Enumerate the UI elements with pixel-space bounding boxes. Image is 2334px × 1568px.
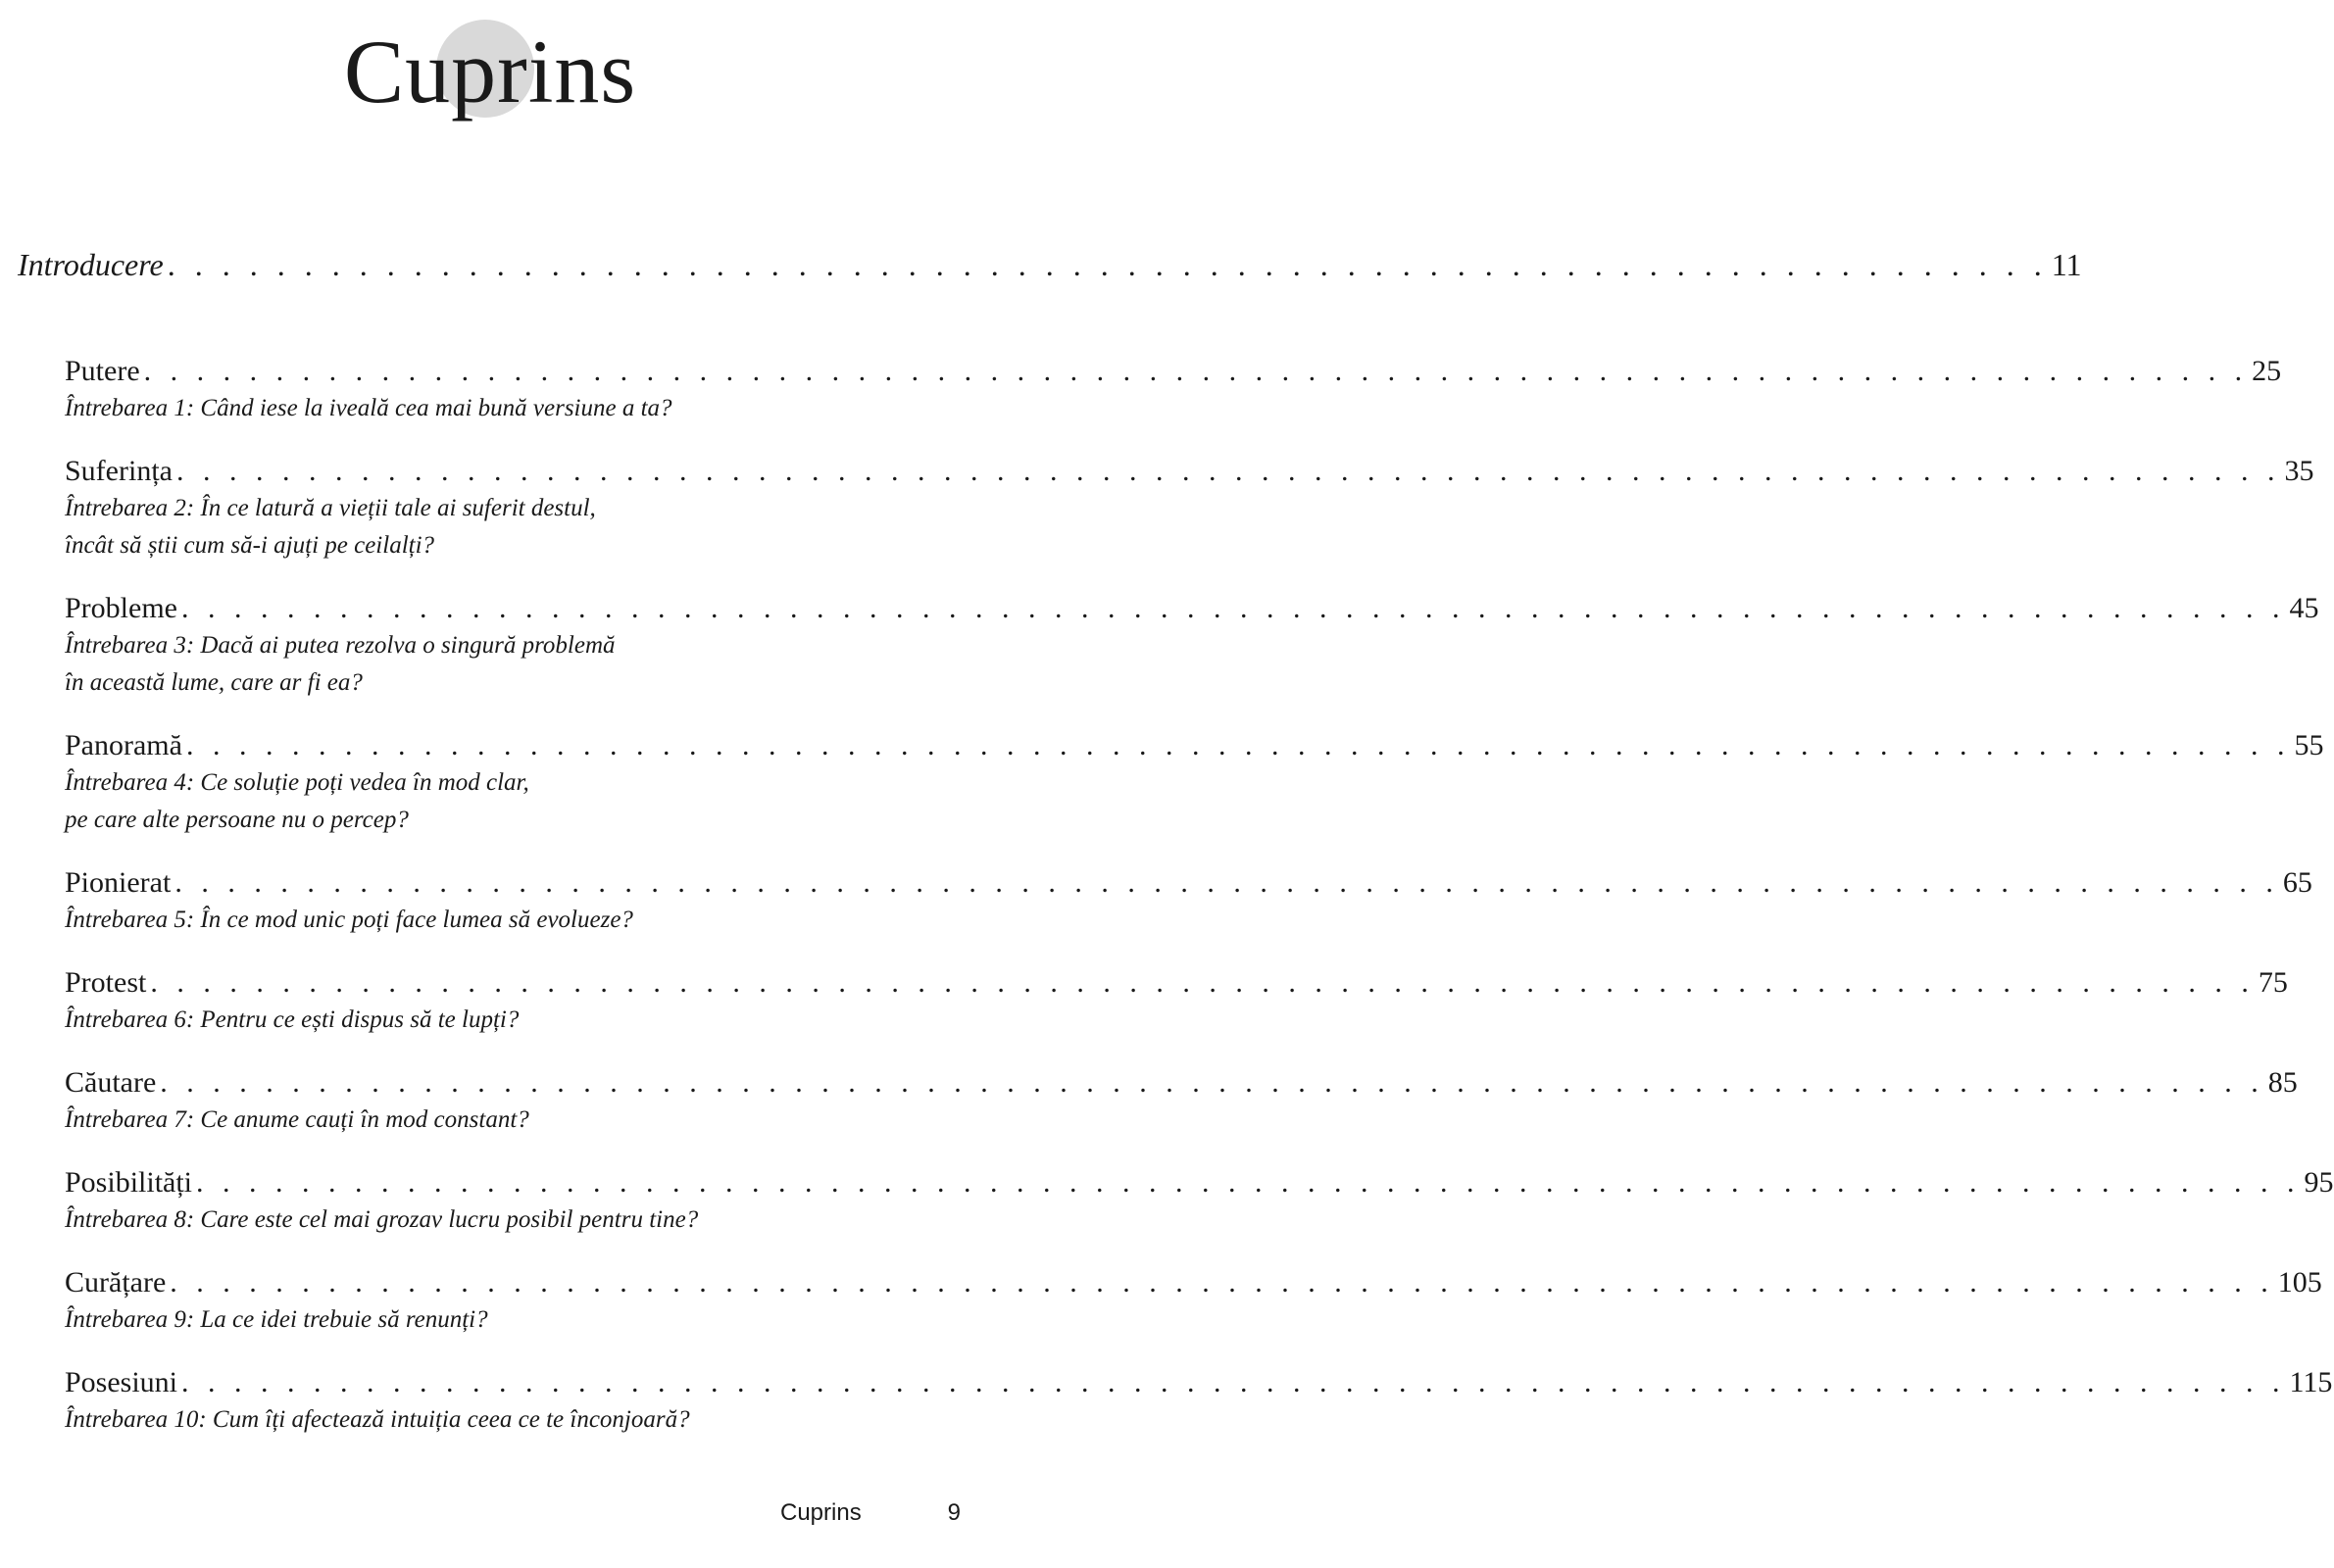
toc-entry-row <box>65 727 2324 764</box>
dot-leader: . . . . . . . . . . . . . . . . . . . . . . . . . . . . . . . . . . . . . . . . . . . . . . . . . . . . . . . . . . . . . . . . . . . . . . . . . . . . . . . . <box>143 355 2249 387</box>
toc-entry[interactable] <box>65 1164 2334 1239</box>
dot-leader: . . . . . . . . . . . . . . . . . . . . . . . . . . . . . . . . . . . . . . . . . . . . . . . . . . . . . . . . . . . . . . . . . . . . . <box>167 247 2048 282</box>
toc-entry-question: Întrebarea 2: În ce latură a vieții tale ai suferit destul, <box>65 495 596 521</box>
toc-entry-row <box>65 353 2282 390</box>
toc-entry-question: Întrebarea 9: La ce idei trebuie să renunți? <box>65 1306 488 1333</box>
dot-leader: . . . . . . . . . . . . . . . . . . . . . . . . . . . . . . . . . . . . . . . . . . . . . . . . . . . . . . . . . . . . . . . . . . . . . . . . . . . . . . . . <box>150 966 2255 999</box>
dot-leader: . . . . . . . . . . . . . . . . . . . . . . . . . . . . . . . . . . . . . . . . . . . . . . . . . . . . . . . . . . . . . . . . . . . . . . . . . . . . . . . . <box>160 1066 2264 1099</box>
toc-entry[interactable] <box>65 964 2288 1039</box>
footer-page-number: 9 <box>947 1499 961 1526</box>
toc-page-number: 65 <box>2282 866 2312 899</box>
toc-entry-label: Curățare <box>65 1266 167 1298</box>
toc-entry-question: Întrebarea 8: Care este cel mai grozav lucru posibil pentru tine? <box>65 1206 699 1233</box>
toc-entry-row <box>65 453 2314 490</box>
toc-entry-question: Întrebarea 1: Când iese la iveală cea mai bună versiune a ta? <box>65 395 672 421</box>
toc-entry-label: Suferința <box>65 455 173 487</box>
toc-page-number: 35 <box>2284 455 2314 487</box>
toc-entry[interactable] <box>65 353 2282 427</box>
toc-entry-question: Întrebarea 3: Dacă ai putea rezolva o singură problemă <box>65 632 616 659</box>
toc-entry-question: Întrebarea 10: Cum îți afectează intuiția ceea ce te înconjoară? <box>65 1406 690 1433</box>
toc-entry[interactable] <box>65 1064 2298 1139</box>
toc-entry-question: încât să știi cum să-i ajuți pe ceilalți? <box>65 532 435 559</box>
toc-entry-label: Panoramă <box>65 729 182 761</box>
toc-entry-row <box>65 1164 2334 1201</box>
toc-page-number: 75 <box>2258 966 2288 999</box>
toc-entry-row <box>65 964 2288 1002</box>
toc-page-number: 85 <box>2267 1066 2298 1099</box>
toc-entry-row <box>65 1064 2298 1102</box>
footer-section-title: Cuprins <box>780 1499 862 1526</box>
toc-entry-question: pe care alte persoane nu o percep? <box>65 807 409 833</box>
toc-entry-introducere[interactable] <box>18 245 2082 284</box>
toc-page-number: 115 <box>2289 1366 2333 1398</box>
toc-entry-question: în această lume, care ar fi ea? <box>65 669 363 696</box>
dot-leader: . . . . . . . . . . . . . . . . . . . . . . . . . . . . . . . . . . . . . . . . . . . . . . . . . . . . . . . . . . . . . . . . . . . . . . . . . . . . . . . . <box>170 1266 2274 1298</box>
toc-page-number: 55 <box>2294 729 2324 761</box>
dot-leader: . . . . . . . . . . . . . . . . . . . . . . . . . . . . . . . . . . . . . . . . . . . . . . . . . . . . . . . . . . . . . . . . . . . . . . . . . . . . . . . . <box>175 455 2281 487</box>
toc-entry-question: Întrebarea 6: Pentru ce ești dispus să te lupți? <box>65 1006 520 1033</box>
page-footer <box>780 1497 961 1529</box>
toc-page-number: 25 <box>2252 355 2282 387</box>
toc-list <box>65 353 2334 1439</box>
dot-leader: . . . . . . . . . . . . . . . . . . . . . . . . . . . . . . . . . . . . . . . . . . . . . . . . . . . . . . . . . . . . . . . . . . . . . . . . . . . . . . . . <box>174 866 2279 899</box>
toc-entry[interactable] <box>65 453 2314 564</box>
toc-entry-row <box>65 864 2312 902</box>
toc-entry-label: Căutare <box>65 1066 157 1099</box>
toc-entry[interactable] <box>65 1264 2322 1339</box>
toc-entry[interactable] <box>65 727 2324 839</box>
dot-leader: . . . . . . . . . . . . . . . . . . . . . . . . . . . . . . . . . . . . . . . . . . . . . . . . . . . . . . . . . . . . . . . . . . . . . . . . . . . . . . . . <box>196 1166 2301 1199</box>
toc-entry-label: Pionierat <box>65 866 172 899</box>
toc-entry-label: Posesiuni <box>65 1366 178 1398</box>
toc-entry[interactable] <box>65 1364 2333 1439</box>
toc-entry-row <box>65 1364 2333 1401</box>
page-title: Cuprins <box>343 22 637 122</box>
title-block <box>0 18 1018 135</box>
toc-entry-label: Posibilități <box>65 1166 193 1199</box>
toc-entry[interactable] <box>65 590 2319 702</box>
toc-entry-label: Introducere <box>18 247 164 282</box>
toc-page-number: 95 <box>2304 1166 2334 1199</box>
toc-entry[interactable] <box>65 864 2312 939</box>
toc-page-number: 45 <box>2289 592 2319 624</box>
toc-entry-label: Protest <box>65 966 147 999</box>
toc-entry-question: Întrebarea 4: Ce soluție poți vedea în mod clar, <box>65 769 529 796</box>
toc-entry-row <box>65 590 2319 627</box>
toc-entry-row <box>65 1264 2322 1301</box>
toc-entry-label: Putere <box>65 355 140 387</box>
toc-page-number: 105 <box>2277 1266 2322 1298</box>
toc-entry-label: Probleme <box>65 592 177 624</box>
dot-leader: . . . . . . . . . . . . . . . . . . . . . . . . . . . . . . . . . . . . . . . . . . . . . . . . . . . . . . . . . . . . . . . . . . . . . . . . . . . . . . . . <box>185 729 2291 761</box>
toc-entry-question: Întrebarea 5: În ce mod unic poți face lumea să evolueze? <box>65 906 633 933</box>
dot-leader: . . . . . . . . . . . . . . . . . . . . . . . . . . . . . . . . . . . . . . . . . . . . . . . . . . . . . . . . . . . . . . . . . . . . . . . . . . . . . . . . <box>180 592 2286 624</box>
toc-page-number: 11 <box>2051 247 2082 282</box>
dot-leader: . . . . . . . . . . . . . . . . . . . . . . . . . . . . . . . . . . . . . . . . . . . . . . . . . . . . . . . . . . . . . . . . . . . . . . . . . . . . . . . . <box>181 1366 2286 1398</box>
toc-entry-question: Întrebarea 7: Ce anume cauți în mod constant? <box>65 1106 529 1133</box>
